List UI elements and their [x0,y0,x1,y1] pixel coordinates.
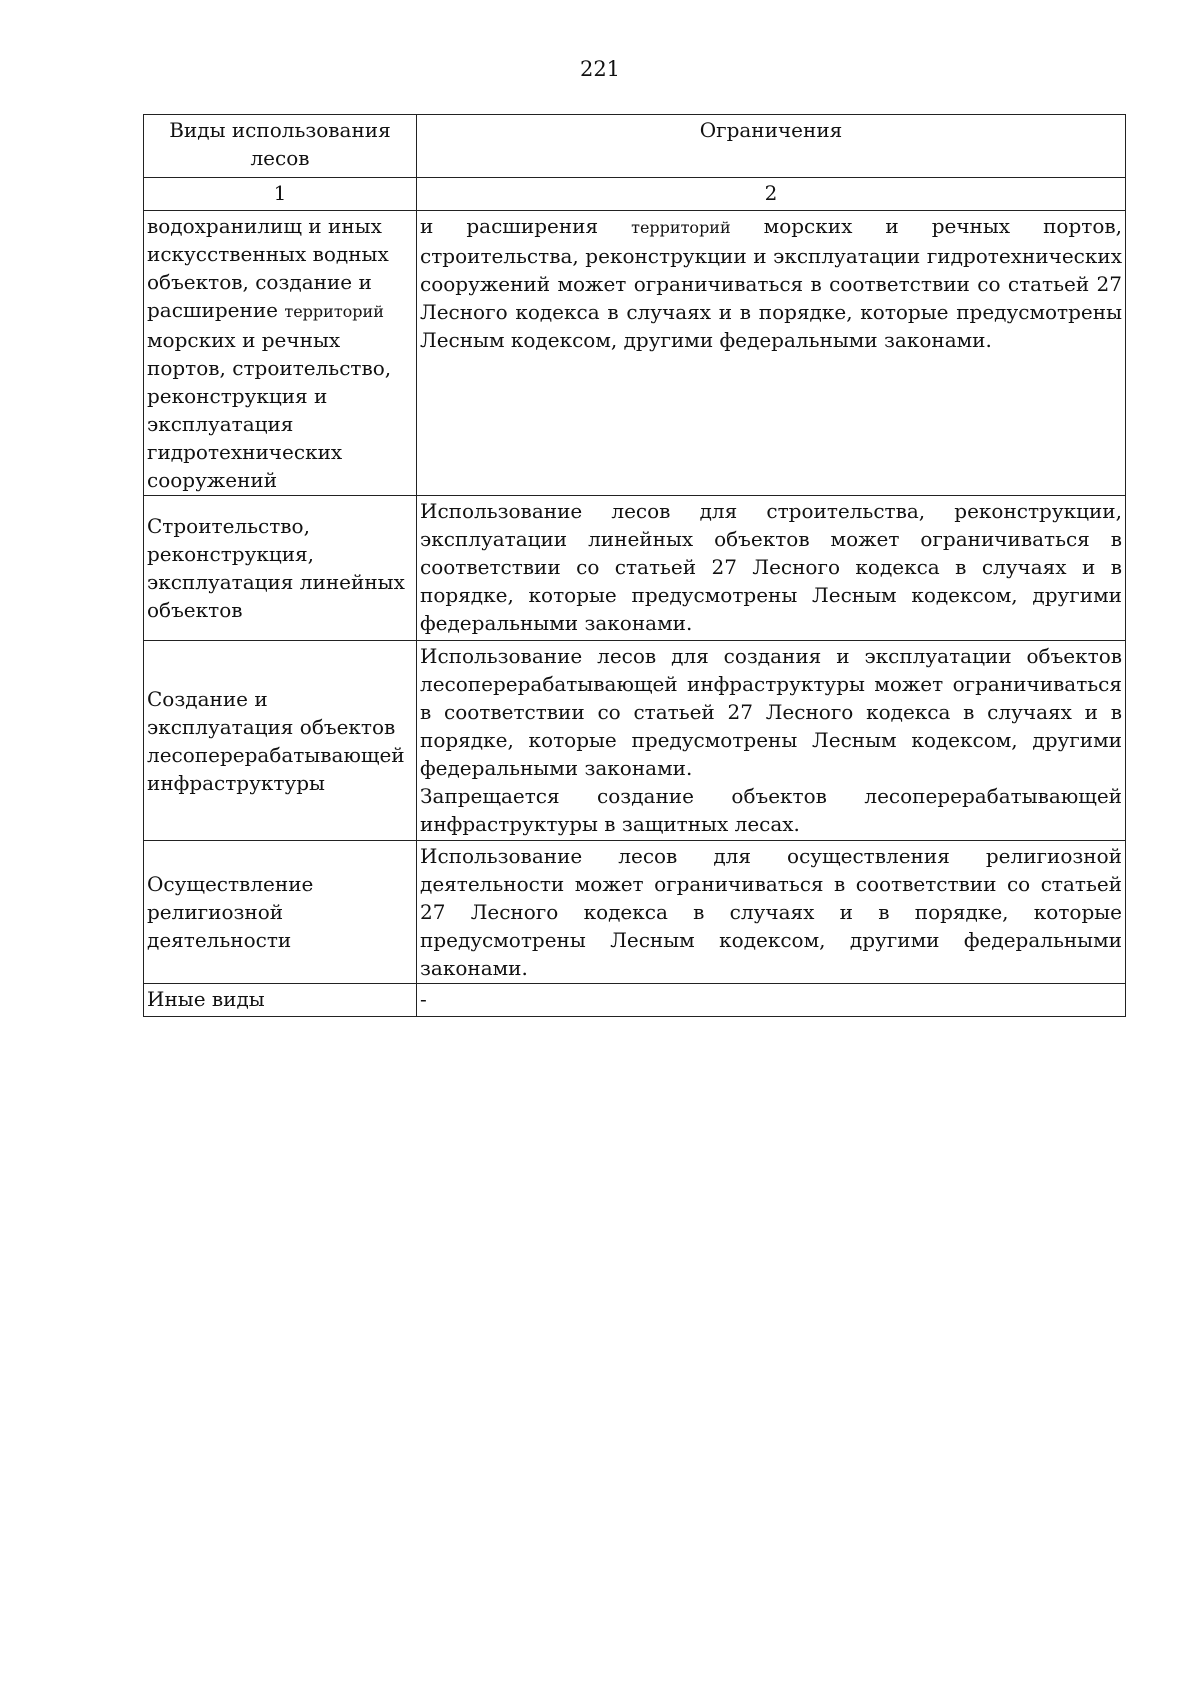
restriction-text-part: территорий [631,218,731,237]
restriction-cell [417,641,1126,841]
header-restrictions: Ограничения [417,115,1126,178]
table-header-row [144,115,1126,178]
use-type-text-part: морских и речных портов, строительство, реконструкция и эксплуатация гидротехнических сооружений [147,328,392,492]
table-row [144,641,1126,841]
restriction-cell: - [417,984,1126,1017]
column-number-2: 2 [417,178,1126,211]
table-row [144,211,1126,496]
page-number: 221 [579,57,621,81]
restriction-paragraph: Запрещается создание объектов лесоперерабатывающей инфраструктуры в защитных лесах. [420,784,1122,836]
table-row [144,841,1126,984]
restriction-text-part: морских и речных портов, строительства, реконструкции и эксплуатации гидротехнических сооружений может ограничиваться в соответствии со статьей 27 Лесного кодекса в случаях и в порядке, которые предусмотрены Лесным кодексом, другими федеральными законами. [420,214,1122,352]
use-type-text-part: водохранилищ и иных искусственных водных объектов, создание и расширение [147,214,389,322]
use-type-cell: Иные виды [144,984,417,1017]
restriction-cell [417,211,1126,496]
restriction-cell: Использование лесов для строительства, реконструкции, эксплуатации линейных объектов может ограничиваться в соответствии со статьей 27 Лесного кодекса в случаях и в порядке, которые предусмотрены Лесным кодексом, другими федеральными законами. [417,496,1126,641]
restrictions-table [143,114,1126,1017]
table-row [144,496,1126,641]
use-type-cell [144,211,417,496]
use-type-text-part: территорий [284,302,384,321]
restriction-paragraph: Использование лесов для создания и эксплуатации объектов лесоперерабатывающей инфраструктуры может ограничиваться в соответствии со статьей 27 Лесного кодекса в случаях и в порядке, которые предусмотрены Лесным кодексом, другими федеральными законами. [420,644,1122,780]
column-number-1: 1 [144,178,417,211]
table-row [144,984,1126,1017]
column-number-row [144,178,1126,211]
use-type-cell: Осуществление религиозной деятельности [144,841,417,984]
header-forest-use-types: Виды использования лесов [144,115,417,178]
use-type-cell: Создание и эксплуатация объектов лесоперерабатывающей инфраструктуры [144,641,417,841]
use-type-cell: Строительство, реконструкция, эксплуатация линейных объектов [144,496,417,641]
restriction-text-part: и расширения [420,214,632,238]
restriction-cell: Использование лесов для осуществления религиозной деятельности может ограничиваться в соответствии со статьей 27 Лесного кодекса в случаях и в порядке, которые предусмотрены Лесным кодексом, другими федеральными законами. [417,841,1126,984]
